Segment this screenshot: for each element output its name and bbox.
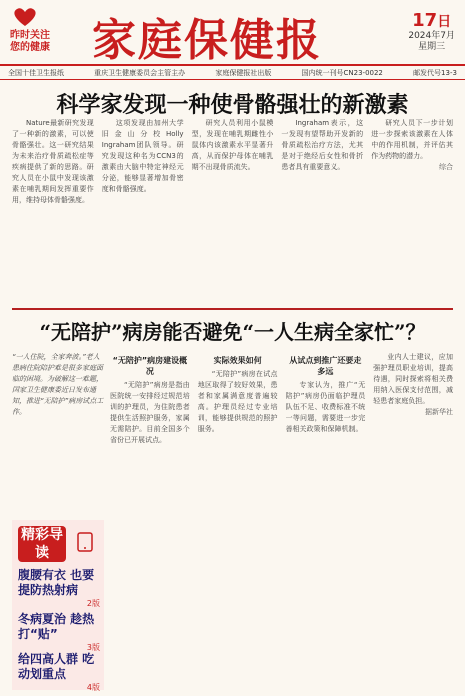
article2-col1: “无陪护”病房建设概况 “无陪护”病房是指由医院统一安排经过规范培训的护理员，为住院患者提供生活照护服务，家属无需陪护。目前全国多个省份已开展试点。 [110,356,190,444]
article2-subhead-2: 实际效果如何 [213,356,262,365]
year-month: 2024年7月 [408,31,455,41]
section-divider [12,308,453,310]
article1-col2: 这项发现由加州大学旧金山分校Holly Ingraham团队领导。研究发现这种名为CCN3的激素由大脑中特定神经元分泌，能够显著增加骨密度和骨骼强度。 [101,119,184,193]
highlights-guide [12,520,104,690]
article2-col3: 从试点到推广还要走多远 专家认为，推广“无陪护”病房仍面临护理员队伍不足、收费标准不统一等问题，需要进一步完善相关政策和保障机制。 [285,356,366,433]
article2-author: 据新华社 [425,408,453,416]
issue-date [408,10,455,53]
phone-icon [72,532,98,552]
weekday: 星期三 [418,42,446,52]
info-award: 全国十佳卫生报纸 [8,68,64,77]
guide-item-page: 4版 [86,683,100,692]
info-publisher: 家庭保健报社出版 [215,68,272,77]
info-sponsor: 重庆卫生健康委员会主管主办 [94,68,186,77]
slogan: 昨时关注 您的健康 [10,30,50,53]
article2-subhead-3: 从试点到推广还要走多远 [289,356,362,376]
guide-item[interactable] [18,568,100,609]
article2-body [110,352,453,692]
article1-author: 综合 [438,163,453,171]
article1-col4: Ingraham表示，这一发现有望帮助开发新的骨质疏松治疗方法，尤其是对于绝经后女性和骨折患者具有重要意义。 [281,119,364,171]
guide-item-title: 冬病夏治 趁热打“贴” [18,612,95,641]
article2-col4: 业内人士建议，应加强护理员职业培训，提高待遇，同时探索将相关费用纳入医保支付范围，减轻患者家庭负担。 据新华社 [373,353,453,416]
newspaper-title: 家庭保健报 [92,15,322,66]
article1-col5: 研究人员下一步计划进一步探索该激素在人体中的作用机制，并评估其作为药物的潜力。 综合 [371,119,453,171]
article1-headline: 科学家发现一种使骨骼强壮的新激素 [56,92,409,118]
guide-item-page: 3版 [86,643,100,652]
article2-lead: “一人住院，全家奔波。”老人患病住院陪护难是很多家庭面临的困境。为破解这一难题，国家卫生健康委近日发布通知，推进“无陪护”病房试点工作。 [12,353,104,416]
guide-item-page: 2版 [86,599,100,608]
info-postal-code: 邮发代号13-3 [413,68,457,77]
guide-item-title: 腹腰有衣 也要提防热射病 [18,568,95,597]
guide-item-title: 给四高人群 吃动划重点 [18,652,95,681]
article2-headline: “无陪护”病房能否避免“一人生病全家忙”？ [39,320,426,344]
article1-col3: 研究人员利用小鼠模型，发现在哺乳期雌性小鼠体内该激素水平显著升高，从而保护母体在哺乳期不出现骨质流失。 [191,119,274,171]
heart-logo-icon [10,6,40,28]
info-bar [0,64,465,80]
day-suffix: 日 [437,14,452,30]
article1-col1: Nature最新研究发现了一种新的激素，可以使骨骼强壮。这一研究结果为未来治疗骨质疏松症等疾病提供了新的思路。研究人员在小鼠中发现该激素在哺乳期间发挥重要作用，维持母体骨骼强度。 [12,119,94,204]
day-number: 17 [412,10,438,31]
article2-subhead-1: “无陪护”病房建设概况 [112,356,188,376]
guide-item[interactable] [18,652,100,693]
article2-col2: 实际效果如何 “无陪护”病房在试点地区取得了较好效果，患者和家属满意度普遍较高。护理员经过专业培训，能够提供规范的照护服务。 [197,356,278,433]
guide-item[interactable] [18,612,100,653]
article1-body [12,118,453,304]
guide-tag: 精彩导读 [18,526,66,562]
info-issn: 国内统一刊号CN23-0022 [301,68,383,77]
masthead [0,0,465,64]
